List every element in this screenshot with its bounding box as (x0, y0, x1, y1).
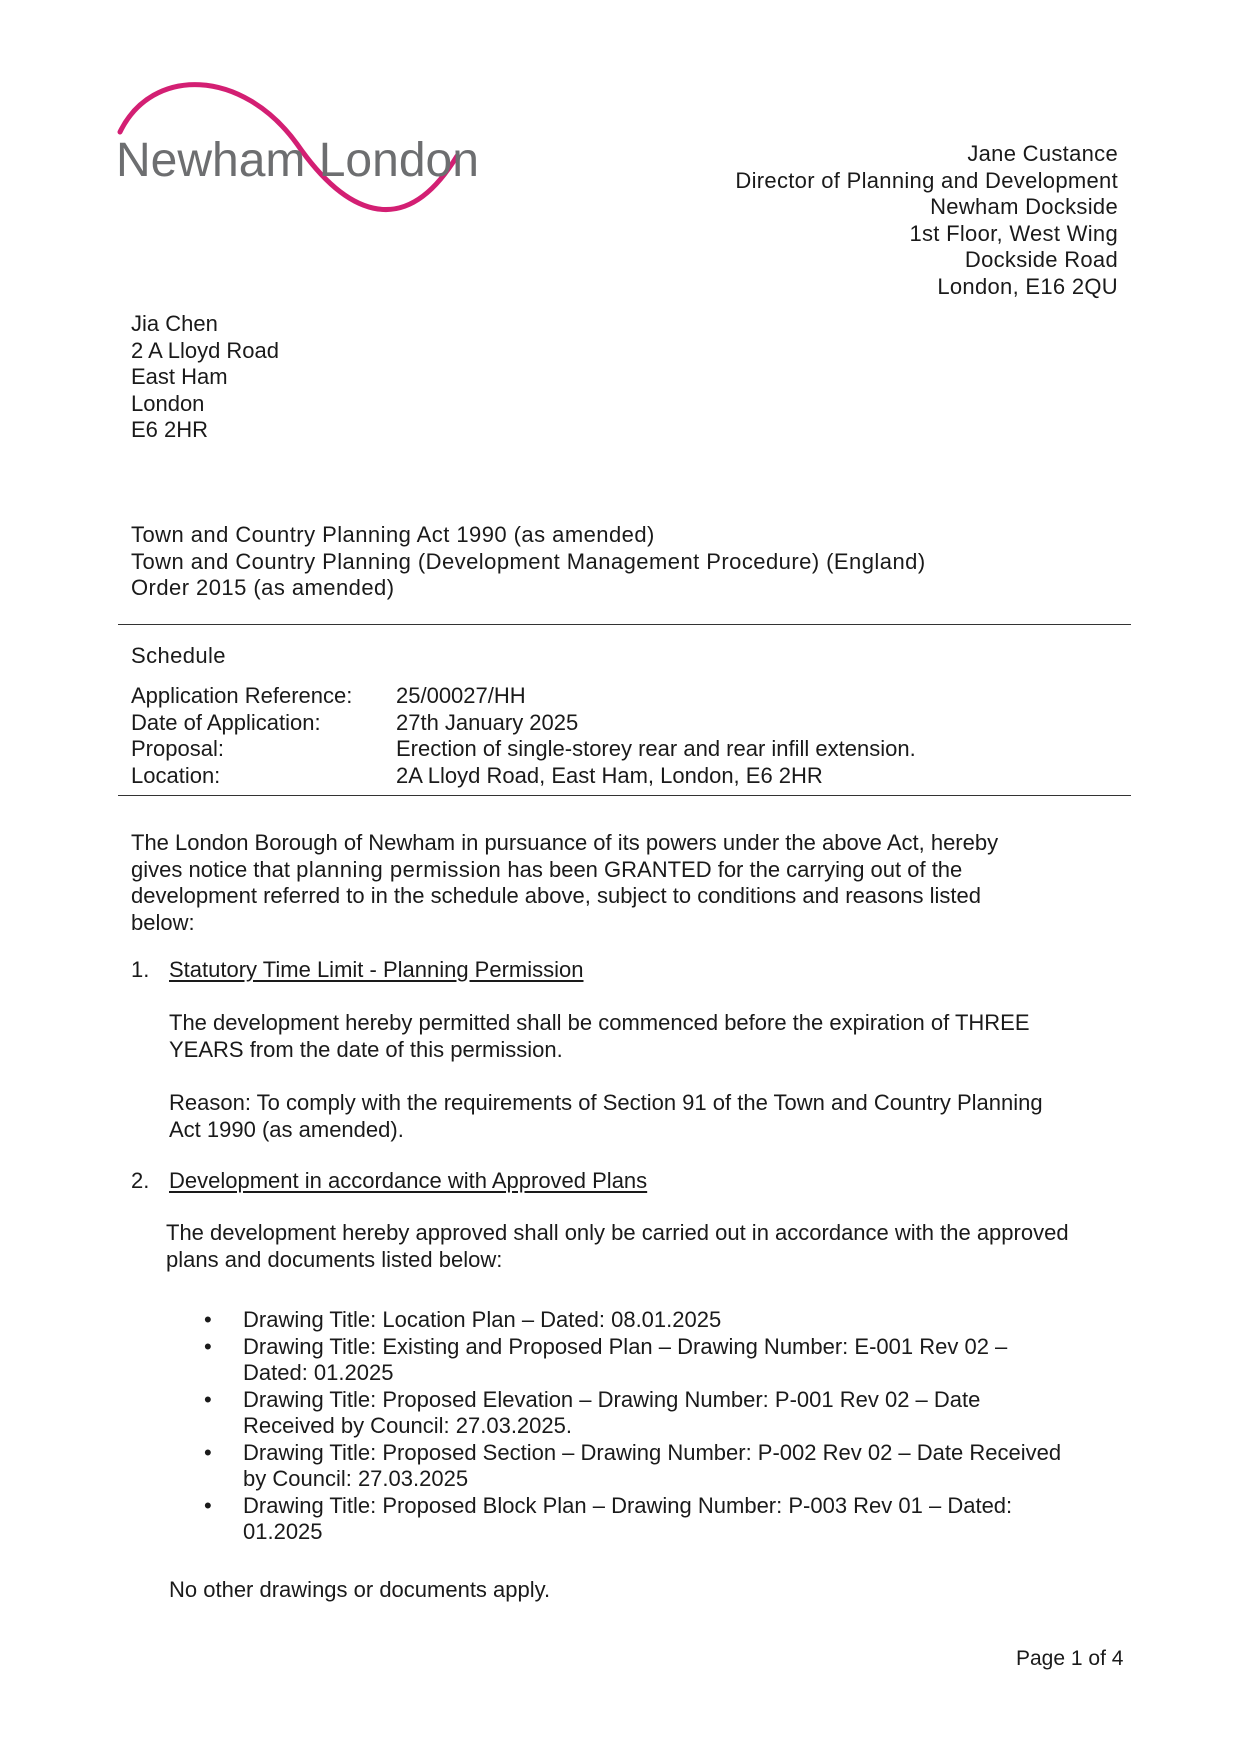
list-item (204, 1387, 1134, 1440)
list-item (204, 1440, 1134, 1493)
condition-number: 1. (131, 957, 150, 982)
schedule-label: Location: (131, 762, 221, 788)
paragraph-line (131, 857, 1091, 884)
list-item (204, 1334, 1134, 1387)
newham-london-logo (112, 74, 482, 244)
schedule-label: Application Reference: (131, 683, 353, 708)
paragraph-text: gives notice that (131, 856, 297, 882)
bullet-icon: • (204, 1439, 212, 1465)
paragraph-line: Act 1990 (as amended). (169, 1116, 404, 1142)
recipient-postcode: E6 2HR (131, 417, 209, 442)
recipient-address-line: London (131, 390, 205, 416)
planning-permission-text: planning permission (296, 856, 502, 882)
list-item-text: Received by Council: 27.03.2025. (243, 1413, 572, 1438)
recipient-address-line: 2 A Lloyd Road (131, 337, 280, 363)
act-line: Town and Country Planning (Development Management Procedure) (England) (131, 548, 926, 574)
bullet-icon: • (204, 1333, 212, 1359)
condition-body (169, 1010, 1129, 1063)
grant-notice-paragraph (131, 830, 1091, 936)
paragraph-line: The development hereby approved shall only be carried out in accordance with the approved (166, 1220, 1069, 1245)
recipient-name: Jia Chen (131, 311, 218, 336)
schedule-bottom-divider (118, 795, 1131, 796)
sender-address-line: London, E16 2QU (937, 273, 1118, 299)
paragraph-text: has been GRANTED for the carrying out of the (501, 856, 963, 882)
paragraph-line: Reason: To comply with the requirements of Section 91 of the Town and Country Planning (169, 1090, 1043, 1115)
sender-address-line: Newham Dockside (930, 194, 1118, 219)
list-item-text: Drawing Title: Proposed Section – Drawing Number: P-002 Rev 02 – Date Received (243, 1439, 1062, 1465)
closing-statement: No other drawings or documents apply. (169, 1577, 551, 1602)
schedule-row (131, 736, 916, 763)
logo-text: Newham London (116, 134, 479, 187)
list-item (204, 1493, 1134, 1546)
schedule-row (131, 683, 916, 710)
sender-name: Jane Custance (967, 141, 1118, 166)
schedule-value: 2A Lloyd Road, East Ham, London, E6 2HR (396, 762, 823, 788)
act-heading (131, 522, 926, 602)
schedule-label: Date of Application: (131, 709, 321, 735)
paragraph-line: The development hereby permitted shall be commenced before the expiration of THREE (169, 1010, 1030, 1035)
schedule-value: Erection of single-storey rear and rear infill extension. (396, 736, 916, 761)
paragraph-line: plans and documents listed below: (166, 1246, 503, 1272)
sender-address (735, 141, 1118, 300)
list-item-text: by Council: 27.03.2025 (243, 1466, 469, 1491)
approved-drawings-list (204, 1307, 1134, 1546)
logo-graphic (112, 74, 482, 244)
paragraph-line: below: (131, 909, 195, 935)
recipient-address-line: East Ham (131, 364, 228, 389)
list-item-text: Drawing Title: Location Plan – Dated: 08.01.2025 (243, 1307, 722, 1332)
schedule-row (131, 710, 916, 737)
condition-number: 2. (131, 1168, 150, 1193)
bullet-icon: • (204, 1492, 212, 1518)
act-line: Order 2015 (as amended) (131, 575, 395, 600)
paragraph-line: development referred to in the schedule above, subject to conditions and reasons listed (131, 883, 981, 908)
list-item-text: 01.2025 (243, 1519, 323, 1544)
paragraph-line: The London Borough of Newham in pursuance of its powers under the above Act, hereby (131, 830, 999, 855)
sender-title: Director of Planning and Development (735, 167, 1118, 193)
sender-address-line: Dockside Road (964, 247, 1118, 272)
schedule-top-divider (118, 624, 1131, 625)
schedule-table (131, 683, 916, 789)
schedule-value: 25/00027/HH (396, 683, 526, 708)
condition-title: Development in accordance with Approved Plans (169, 1168, 648, 1193)
condition-title: Statutory Time Limit - Planning Permission (169, 957, 584, 982)
schedule-label: Proposal: (131, 736, 224, 761)
paragraph-line: YEARS from the date of this permission. (169, 1036, 563, 1062)
list-item-text: Drawing Title: Existing and Proposed Plan – Drawing Number: E-001 Rev 02 – (243, 1333, 1008, 1359)
list-item-text: Drawing Title: Proposed Elevation – Drawing Number: P-001 Rev 02 – Date (243, 1386, 981, 1412)
page-number: Page 1 of 4 (1016, 1647, 1124, 1670)
schedule-row (131, 763, 916, 790)
schedule-value: 27th January 2025 (396, 709, 579, 735)
bullet-icon: • (204, 1386, 212, 1412)
schedule-title: Schedule (131, 643, 226, 668)
condition-body (166, 1220, 1126, 1273)
recipient-address (131, 311, 279, 444)
list-item-text: Dated: 01.2025 (243, 1360, 394, 1385)
list-item (204, 1307, 1134, 1334)
condition-reason (169, 1090, 1129, 1143)
list-item-text: Drawing Title: Proposed Block Plan – Drawing Number: P-003 Rev 01 – Dated: (243, 1492, 1013, 1518)
act-line: Town and Country Planning Act 1990 (as amended) (131, 522, 655, 547)
bullet-icon: • (204, 1307, 212, 1332)
sender-address-line: 1st Floor, West Wing (909, 220, 1118, 246)
